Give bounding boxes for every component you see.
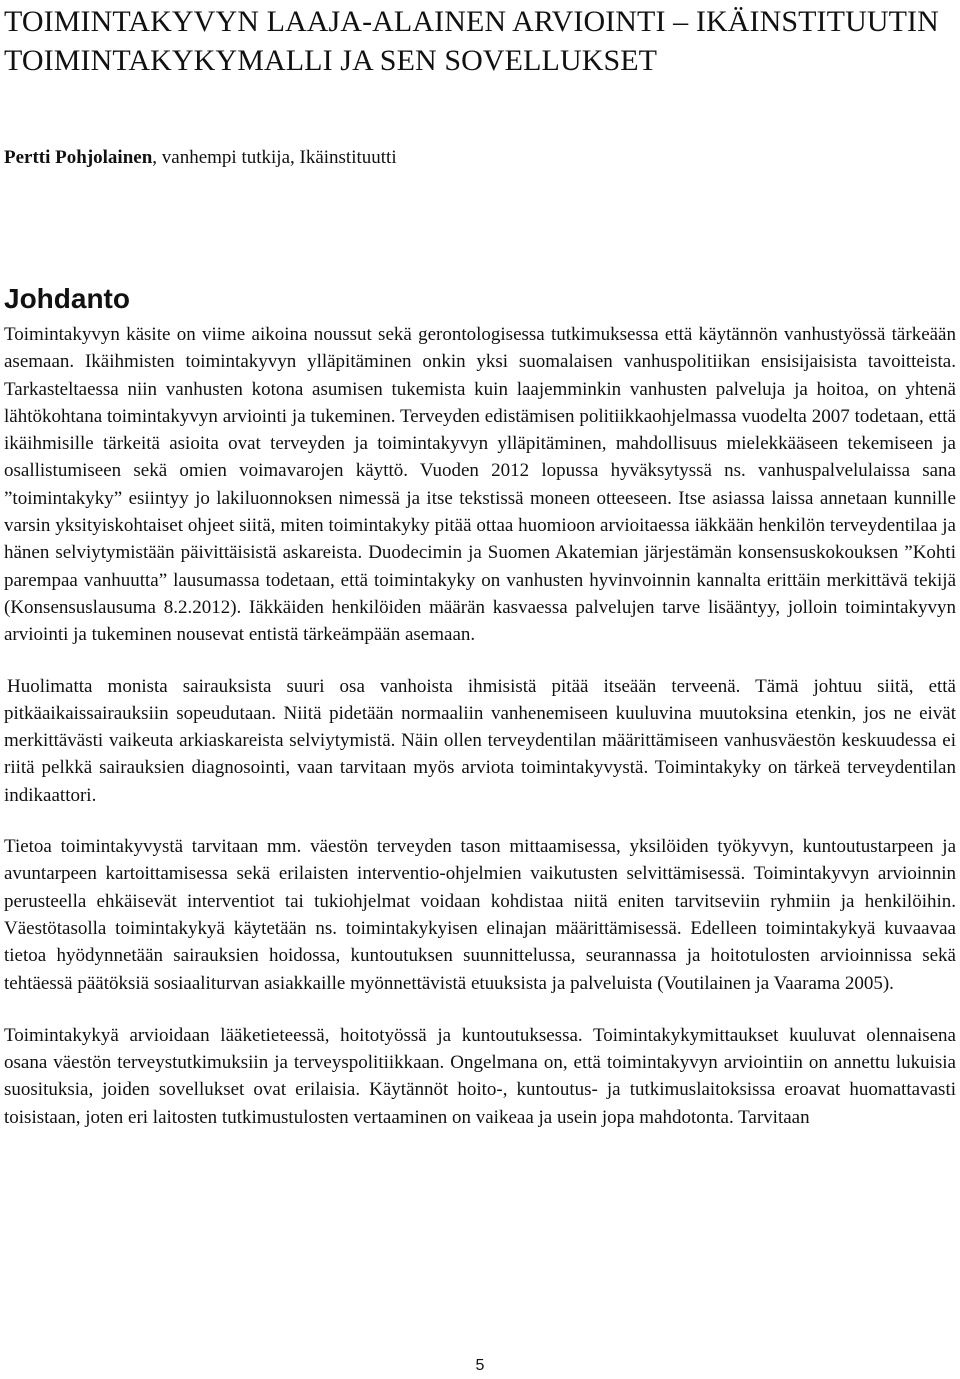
document-page: [4, 0, 956, 1131]
document-title: TOIMINTAKYVYN LAAJA-ALAINEN ARVIOINTI – IKÄINSTITUUTIN TOIMINTAKYKYMALLI JA SEN SOVELLUKSET: [4, 5, 939, 77]
page-number: 5: [475, 1357, 485, 1374]
author-name: Pertti Pohjolainen: [4, 147, 153, 168]
author-role: , vanhempi tutkija, Ikäinstituutti: [152, 147, 397, 168]
paragraph-uses: Tietoa toimintakyvystä tarvitaan mm. väestön terveyden tason mittaamisessa, yksilöiden työkyvyn, kuntoutustarpeen ja avuntarpeen kartoittamisessa sekä erilaisten interventio-ohjelmien vaikutusten selvittämisessä. Toimintakyvyn arvioinnin perusteella ehkäisevät interventiot tai tukiohjelmat voidaan kohdistaa niitä eniten tarvitseviin ryhmiin ja henkilöihin. Väestötasolla toimintakykyä käytetään ns. toimintakykyisen elinajan määrittämisessä. Edelleen toimintakykyä kuvaavaa tietoa hyödynnetään sairauksien hoidossa, kuntoutuksen suunnittelussa, seurannassa ja hoitotulosten arvioinnissa sekä tehtäessä päätöksiä sosiaaliturvan asiakkaille myönnettävistä etuuksista ja palveluista (Voutilainen ja Vaarama 2005).: [4, 836, 956, 994]
author-line: [4, 146, 956, 170]
paragraph-assessment: Toimintakykyä arvioidaan lääketieteessä, hoitotyössä ja kuntoutuksessa. Toimintakykymittaukset kuuluvat olennaisena osana väestön terveystutkimuksiin ja terveyspolitiikkaan. Ongelmana on, että toimintakyvyn arviointiin on annettu lukuisia suosituksia, joiden sovellukset ovat erilaisia. Käytännöt hoito-, kuntoutus- ja tutkimuslaitoksissa eroavat huomattavasti toisistaan, joten eri laitosten tutkimustulosten vertaaminen on vaikeaa ja usein jopa mahdotonta. Tarvitaan: [4, 1024, 956, 1128]
section-heading: Johdanto: [4, 283, 130, 314]
paragraph-health: Huolimatta monista sairauksista suuri osa vanhoista ihmisistä pitää itseään terveenä. Tämä johtuu siitä, että pitkäaikaissairauksiin sopeudutaan. Niitä pidetään normaaliin vanhenemiseen kuuluvina muutoksina etenkin, jos ne eivät merkittävästi vaikeuta arkiaskareista selviytymistä. Näin ollen terveydentilan määrittämiseen vanhusväestön keskuudessa ei riitä pelkkä sairauksien diagnosointi, vaan tarvitaan myös arviota toimintakyvystä. Toimintakyky on tärkeä terveydentilan indikaattori.: [4, 675, 956, 806]
paragraph-intro: Toimintakyvyn käsite on viime aikoina noussut sekä gerontologisessa tutkimuksessa että käytännön vanhustyössä tärkeään asemaan. Ikäihmisten toimintakyvyn ylläpitäminen onkin yksi suomalaisen vanhuspolitiikan ensisijaisista tavoitteista. Tarkasteltaessa niin vanhusten kotona asumisen tukemista kuin laajemminkin vanhusten palveluja ja hoitoa, on yhtenä lähtökohtana toimintakyvyn arviointi ja tukeminen. Terveyden edistämisen politiikkaohjelmassa vuodelta 2007 todetaan, että ikäihmisille tärkeitä asioita ovat terveyden ja toimintakyvyn ylläpitäminen, mahdollisuus mielekkääseen tekemiseen ja osallistumiseen sekä omien voimavarojen käyttö. Vuoden 2012 lopussa hyväksytyssä ns. vanhuspalvelulaissa sana ”toimintakyky” esiintyy jo lakiluonnoksen nimessä ja itse tekstissä moneen otteeseen. Itse asiassa laissa annetaan kunnille varsin yksityiskohtaiset ohjeet siitä, miten toimintakyky pitää ottaa huomioon arvioitaessa iäkkään henkilön terveydentilaa ja hänen selviytymistään päivittäisistä askareista. Duodecimin ja Suomen Akatemian järjestämän konsensuskokouksen ”Kohti parempaa vanhuutta” lausumassa todetaan, että toimintakyky on vanhusten hyvinvoinnin kannalta erittäin merkittävä tekijä (Konsensuslausuma 8.2.2012). Iäkkäiden henkilöiden määrän kasvaessa palvelujen tarve lisääntyy, jolloin toimintakyvyn arviointi ja tukeminen nousevat entistä tärkeämpään asemaan.: [4, 324, 956, 646]
